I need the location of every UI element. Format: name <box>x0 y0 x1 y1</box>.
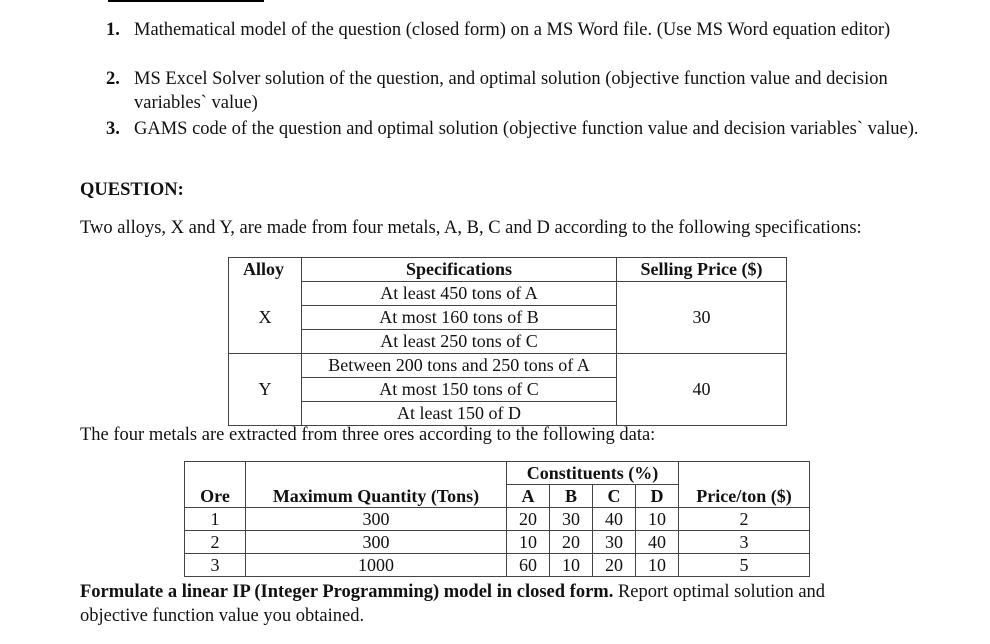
closing-line-2: objective function value you obtained. <box>80 606 365 626</box>
header-constituents: Constituents (%) <box>507 462 679 485</box>
spec-cell: At least 250 tons of C <box>302 330 617 354</box>
closing-text: Report optimal solution and <box>613 582 826 602</box>
table-row <box>229 378 787 402</box>
cell-max: 300 <box>246 508 507 531</box>
list-text: MS Excel Solver solution of the question, and optimal solution (objective function value and decision variables` value) <box>134 69 888 113</box>
table-header-row <box>185 462 810 485</box>
header-metal-b: B <box>550 485 593 508</box>
closing-bold-text: Formulate a linear IP (Integer Programming) model in closed form. <box>80 582 614 602</box>
spec-cell: At least 450 tons of A <box>302 282 617 306</box>
cell-ore: 3 <box>185 554 246 577</box>
header-metal-a: A <box>507 485 550 508</box>
table-row <box>229 330 787 354</box>
cell-c: 20 <box>593 554 636 577</box>
table-row <box>229 402 787 426</box>
cell-a: 60 <box>507 554 550 577</box>
cell-price: 5 <box>679 554 810 577</box>
header-price-per-ton: Price/ton ($) <box>679 485 810 508</box>
header-alloy: Alloy <box>229 258 302 282</box>
list-number: 3. <box>106 119 120 139</box>
list-number: 2. <box>106 69 120 89</box>
cell-a: 10 <box>507 531 550 554</box>
spec-cell: Between 200 tons and 250 tons of A <box>302 354 617 378</box>
cell-b: 10 <box>550 554 593 577</box>
intro-paragraph: Two alloys, X and Y, are made from four metals, A, B, C and D according to the following specifications: <box>80 218 862 238</box>
cell-d: 10 <box>636 554 679 577</box>
question-heading: QUESTION: <box>80 180 184 200</box>
table-row <box>229 354 787 378</box>
cell-price: 3 <box>679 531 810 554</box>
alloy-table <box>228 257 787 426</box>
list-text: GAMS code of the question and optimal solution (objective function value and decision variables` value). <box>134 119 919 139</box>
cell-a: 20 <box>507 508 550 531</box>
cell-d: 10 <box>636 508 679 531</box>
spec-cell: At least 150 of D <box>302 402 617 426</box>
table-row <box>229 282 787 306</box>
cell-b: 20 <box>550 531 593 554</box>
table-row <box>185 531 810 554</box>
cell-c: 30 <box>593 531 636 554</box>
ore-table <box>184 461 810 577</box>
list-number: 1. <box>106 20 120 40</box>
header-ore: Ore <box>185 485 246 508</box>
alloy-price: 30 <box>617 306 787 330</box>
header-price: Selling Price ($) <box>617 258 787 282</box>
header-specifications: Specifications <box>302 258 617 282</box>
header-max-quantity: Maximum Quantity (Tons) <box>246 485 507 508</box>
spec-cell: At most 150 tons of C <box>302 378 617 402</box>
header-metal-d: D <box>636 485 679 508</box>
spec-cell: At most 160 tons of B <box>302 306 617 330</box>
list-text: Mathematical model of the question (closed form) on a MS Word file. (Use MS Word equation editor) <box>134 20 891 40</box>
top-rule <box>108 0 264 2</box>
cell-c: 40 <box>593 508 636 531</box>
table-header-row <box>229 258 787 282</box>
cell-max: 1000 <box>246 554 507 577</box>
cell-ore: 2 <box>185 531 246 554</box>
cell-max: 300 <box>246 531 507 554</box>
header-metal-c: C <box>593 485 636 508</box>
alloy-name: X <box>229 306 302 330</box>
alloy-price: 40 <box>617 378 787 402</box>
table-row <box>185 554 810 577</box>
table-row <box>185 508 810 531</box>
table-header-row <box>185 485 810 508</box>
cell-ore: 1 <box>185 508 246 531</box>
cell-d: 40 <box>636 531 679 554</box>
alloy-name: Y <box>229 378 302 402</box>
closing-paragraph <box>80 582 825 603</box>
cell-b: 30 <box>550 508 593 531</box>
table-row <box>229 306 787 330</box>
cell-price: 2 <box>679 508 810 531</box>
ore-intro: The four metals are extracted from three ores according to the following data: <box>80 425 656 445</box>
